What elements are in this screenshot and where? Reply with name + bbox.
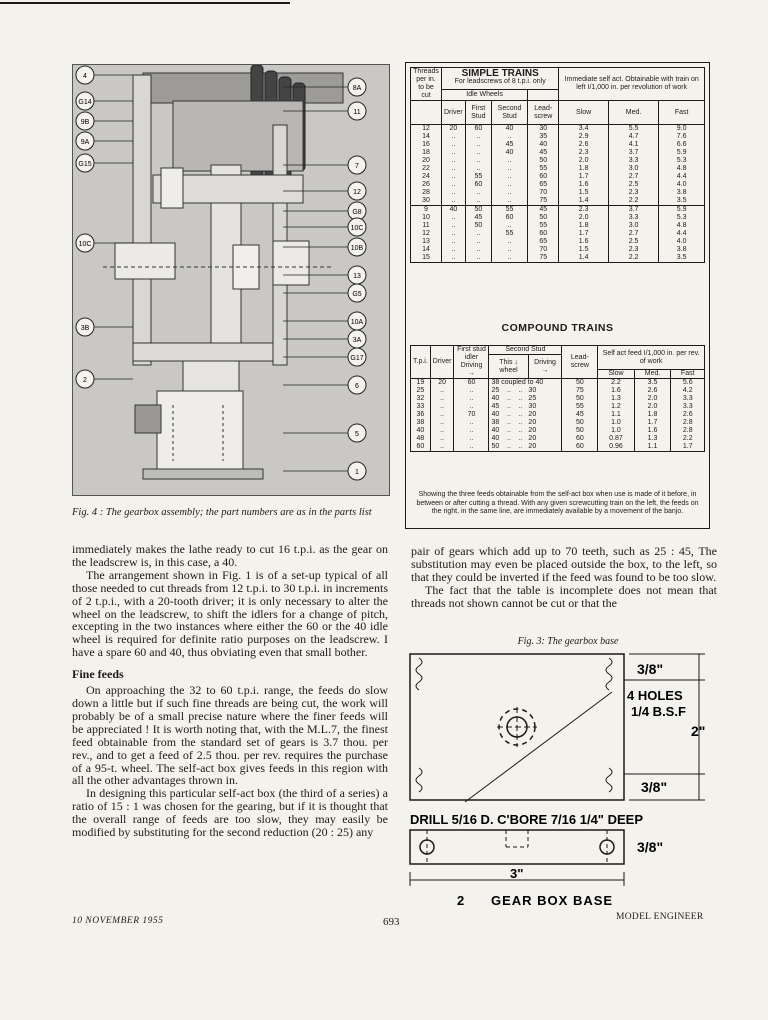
driver-values: 20 .. .. .. .. .. .. .. .. xyxy=(430,379,454,452)
col-header: Slow xyxy=(559,101,609,125)
callout-label: 9B xyxy=(80,119,90,126)
slow-values: 2.3 2.0 1.8 1.7 1.6 1.5 1.4 xyxy=(559,206,609,263)
paragraph: immediately makes the lathe ready to cut 16 t.p.i. as the gear on the leadscrew is, in this case, a 40. xyxy=(72,542,388,569)
callout-label: 4 xyxy=(83,73,87,80)
top-rule xyxy=(0,2,290,4)
paragraph: In designing this particular self-act box (the third of a series) a ratio of 15 : 1 was chosen for the gearing, but if it is thought that the overall range of feeds are too slow, they may easily be modified by substituting for the second reduction (20 : 25) any xyxy=(72,786,388,840)
slow-values: 2.2 1.6 1.3 1.2 1.1 1.0 1.0 0.87 0.96 xyxy=(598,379,634,452)
callout-label: 10C xyxy=(350,225,364,232)
paragraph: pair of gears which add up to 70 teeth, such as 25 : 45, The substitution may even be placed outside the box, to the left, so that they could be inverted if the feed was found to be too slow. xyxy=(411,544,717,584)
callout-label: 5 xyxy=(355,431,359,438)
dim-top-label: 3/8" xyxy=(637,661,664,677)
second-stud-values: 38 coupled to 40 25 .. .. 30 40 .. .. 25 45 .. .. 30 40 .. .. 20 38 .. .. 20 40 .. .. 20 40 .. .. 20 50 .. .. 20 xyxy=(489,379,562,452)
med-values: 5.5 4.7 4.1 3.7 3.3 3.0 2.7 2.5 2.3 2.2 xyxy=(608,125,658,206)
paragraph: The fact that the table is incomplete does not mean that threads not shown cannot be cut or that the xyxy=(411,582,717,610)
callout-label: G8 xyxy=(352,209,362,216)
magazine-name: MODEL ENGINEER xyxy=(616,912,704,922)
callout-label: G17 xyxy=(350,355,364,362)
dim-height-label: 2" xyxy=(691,723,706,739)
gearbox-assembly-figure xyxy=(72,64,390,496)
second-stud-values: 55 60 .. 55 .. .. .. xyxy=(492,206,528,263)
callout-label: 10C xyxy=(78,241,92,248)
blank-header xyxy=(411,101,442,125)
thread-tables xyxy=(405,62,710,529)
paragraph: The arrangement shown in Fig. 1 is of a set-up typical of all those needed to cut threads from 12 t.p.i. to 30 t.p.i. in increments of 2 t.p.i., with a 20-tooth driver; it is only necessary to alter the wheel on the leadscrew, to shift the idlers for a change of pitch, excepting in the two instances where either the 60 or the 40 idle wheel is required for definite ratio purposes on the leadscrew. I have a spare 60 and 40, thus obviating even that small bother. xyxy=(72,567,388,660)
threads-values: 12 14 16 18 20 22 24 26 28 30 xyxy=(411,125,442,206)
simple-trains-table xyxy=(410,67,705,263)
selfact-feed-header: Self act feed I/1,000 in. per rev. of work xyxy=(598,346,705,370)
callout-label: 8A xyxy=(352,85,362,92)
callout-label: 7 xyxy=(355,163,359,170)
callout-label: 1 xyxy=(355,469,359,476)
med-values: 3.5 2.6 2.0 2.0 1.8 1.7 1.6 1.3 1.1 xyxy=(634,379,671,452)
fast-values: 5.9 5.3 4.8 4.4 4.0 3.8 3.5 xyxy=(659,206,705,263)
callout-label: 6 xyxy=(355,383,359,390)
callout-label: 12 xyxy=(353,189,361,196)
drill-note: DRILL 5/16 D. C'BORE 7/16 1/4" DEEP xyxy=(410,812,643,827)
fast-values: 9.0 7.6 6.6 5.9 5.3 4.8 4.4 4.0 3.8 3.5 xyxy=(659,125,705,206)
blank-header xyxy=(528,89,559,100)
leadscrew-header: Lead-screw xyxy=(562,346,598,379)
drawing-title: GEAR BOX BASE xyxy=(491,893,614,908)
callout-label: 3B xyxy=(80,325,90,332)
col-header: Driver xyxy=(442,101,466,125)
paragraph: On approaching the 32 to 60 t.p.i. range, the feeds do slow down a little but if such fine threads are being cut, the work will probably be of a small precise nature where the finer feeds will be appreciated ! It is worth noting that, with the M.L.7, the finest feed obtainable from the standard set of gears is 3.7 thou. per rev., and to get a feed of 2.5 thou. per rev. requires the purchase of a 95-t. wheel. The self-act box gives feeds in this region with all the other advantages thrown in. xyxy=(72,683,388,788)
callout-label: G15 xyxy=(78,161,92,168)
simple-trains-title: SIMPLE TRAINS xyxy=(461,68,539,80)
gearbox-assembly-drawing xyxy=(73,65,389,495)
col-header: Lead-screw xyxy=(528,101,559,125)
page-number: 693 xyxy=(383,916,400,928)
tables-footnote: Showing the three feeds obtainable from the self-act box when use is made of it before, in between or after cutting a thread. With any given screwcutting train on the left, the feeds on the right, in the same line, are immediately available by a movement of the banjo. xyxy=(416,491,699,515)
this-wheel-header: This ↓ wheel xyxy=(489,355,528,379)
first-stud-idler-header: First stud idler Driving → xyxy=(454,346,489,379)
first-stud-values: 60 .. .. .. 70 .. .. .. .. xyxy=(454,379,489,452)
tpi-values: 19 25 32 33 36 38 40 48 60 xyxy=(411,379,431,452)
holes-label: 4 HOLES xyxy=(627,688,683,703)
callout-label: 10A xyxy=(350,319,364,326)
second-stud-values: 40 .. 45 40 .. .. .. .. .. .. xyxy=(492,125,528,206)
dim-side-label: 3/8" xyxy=(637,839,664,855)
leadscrew-values: 45 50 55 60 65 70 75 xyxy=(528,206,559,263)
first-stud-values: 60 .. .. .. .. .. 55 60 .. .. xyxy=(465,125,491,206)
first-stud-values: 50 45 50 .. .. .. .. xyxy=(465,206,491,263)
driver-values: 20 .. .. .. .. .. .. .. .. .. xyxy=(442,125,466,206)
col-header: Slow xyxy=(598,370,634,379)
callout-label: 9A xyxy=(80,139,90,146)
tpi-header: T.p.i. xyxy=(411,346,431,379)
right-column xyxy=(411,545,717,610)
table-row xyxy=(411,206,705,263)
callout-label: G14 xyxy=(78,99,92,106)
second-stud-header: Second Stud xyxy=(489,346,562,355)
simple-title-cell xyxy=(442,68,559,90)
section-heading: Fine feeds xyxy=(72,667,124,682)
col-header: Fast xyxy=(659,101,705,125)
driver-header: Driver xyxy=(430,346,454,379)
selfact-header: Immediate self act. Obtainable with train on left I/1,000 in. per revolution of work xyxy=(559,68,705,101)
slow-values: 3.4 2.9 2.6 2.3 2.0 1.8 1.7 1.6 1.5 1.4 xyxy=(559,125,609,206)
issue-date: 10 NOVEMBER 1955 xyxy=(72,916,164,926)
compound-trains-table xyxy=(410,345,705,452)
table-row xyxy=(411,379,705,452)
driving-header: Driving → xyxy=(528,355,562,379)
dim-width-label: 3" xyxy=(510,866,524,881)
med-values: 3.7 3.3 3.0 2.7 2.5 2.3 2.2 xyxy=(608,206,658,263)
figure-4-caption: Fig. 4 : The gearbox assembly; the part numbers are as in the parts list xyxy=(72,507,372,518)
table-row xyxy=(411,125,705,206)
figure-3-caption: Fig. 3: The gearbox base xyxy=(517,636,619,647)
col-header: First Stud xyxy=(465,101,491,125)
fast-values: 5.6 4.2 3.3 3.3 2.6 2.8 2.8 2.2 1.7 xyxy=(671,379,705,452)
compound-trains-title: COMPOUND TRAINS xyxy=(501,322,614,334)
callout-label: 11 xyxy=(353,109,361,116)
holes-spec-label: 1/4 B.S.F xyxy=(631,704,686,719)
driver-values: 40 .. .. .. .. .. .. xyxy=(442,206,466,263)
dim-bottom-label: 3/8" xyxy=(641,779,668,795)
leadscrew-values: 30 35 40 45 50 55 60 65 70 75 xyxy=(528,125,559,206)
col-header: Med. xyxy=(634,370,671,379)
gearbox-base-drawing xyxy=(405,650,715,915)
threads-values: 9 10 11 12 13 14 15 xyxy=(411,206,442,263)
callout-label: 2 xyxy=(83,377,87,384)
callout-label: G5 xyxy=(352,291,362,298)
simple-trains-subtitle: For leadscrews of 8 t.p.i. only xyxy=(454,78,546,86)
callout-label: 13 xyxy=(353,273,361,280)
leadscrew-values: 50 75 50 55 45 50 50 60 60 xyxy=(562,379,598,452)
col-header: Fast xyxy=(671,370,705,379)
threads-column-header: Threads per in. to be cut xyxy=(411,68,442,101)
left-column xyxy=(72,543,388,839)
col-header: Med. xyxy=(608,101,658,125)
col-header: Second Stud xyxy=(492,101,528,125)
idle-wheels-header: Idle Wheels xyxy=(442,89,528,100)
callout-label: 10B xyxy=(350,245,364,252)
callout-label: 3A xyxy=(352,337,362,344)
drawing-number: 2 xyxy=(457,893,465,908)
